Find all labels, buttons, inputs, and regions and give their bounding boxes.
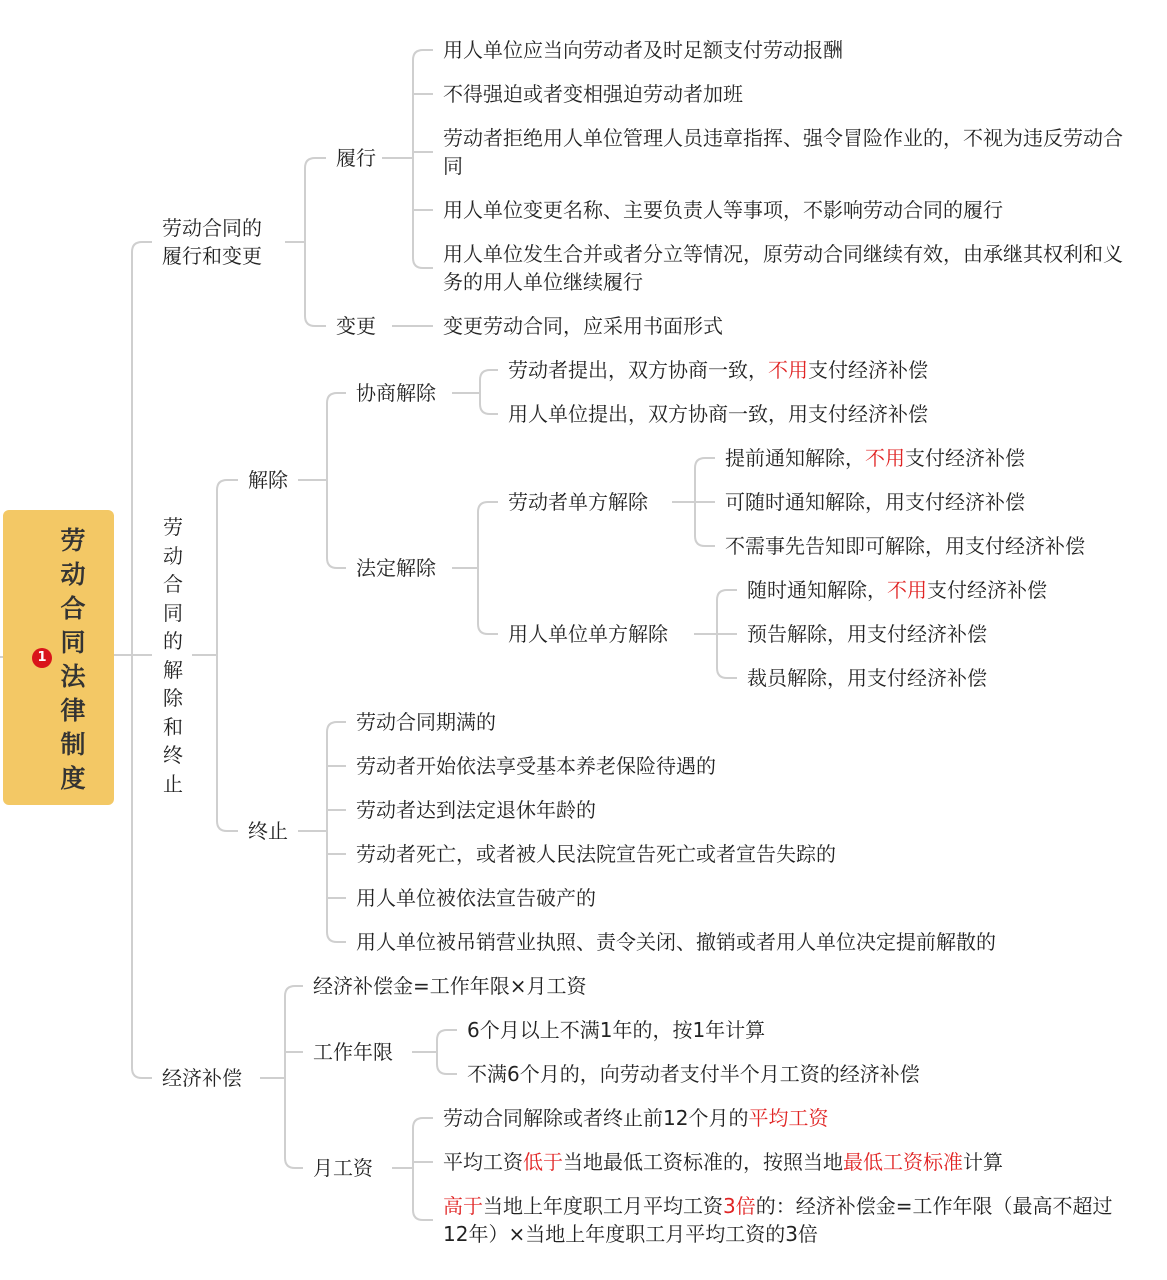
text: 支付经济补偿 bbox=[905, 446, 1025, 470]
branch-termination[interactable]: 劳动合同的解除和终止 bbox=[163, 515, 183, 796]
node-rescission[interactable]: 解除 bbox=[248, 468, 288, 492]
highlight-text: 不用 bbox=[865, 446, 905, 470]
connector-line bbox=[412, 1030, 457, 1074]
highlight-text: 高于 bbox=[443, 1194, 483, 1218]
leaf-item[interactable]: 不需事先告知即可解除，用支付经济补偿 bbox=[725, 534, 1085, 558]
highlight-text: 不用 bbox=[768, 358, 808, 382]
text: 计算 bbox=[963, 1150, 1003, 1174]
node-work-years[interactable]: 工作年限 bbox=[313, 1040, 393, 1064]
node-formula[interactable]: 经济补偿金=工作年限×月工资 bbox=[313, 974, 587, 998]
leaf-item[interactable]: 用人单位发生合并或者分立等情况，原劳动合同继续有效，由承继其权利和义务的用人单位继续履行 bbox=[443, 242, 1123, 294]
leaf-item[interactable]: 劳动者死亡，或者被人民法院宣告死亡或者宣告失踪的 bbox=[356, 842, 836, 866]
leaf-item[interactable]: 劳动者达到法定退休年龄的 bbox=[356, 798, 596, 822]
connector-line bbox=[392, 1118, 433, 1220]
leaf-item[interactable] bbox=[443, 1192, 1123, 1248]
branch-performance-change[interactable]: 劳动合同的履行和变更 bbox=[162, 216, 262, 268]
text: 的：经济补偿金=工作年限（最高不超过12年）×当地上年度职工月平均工资的3倍 bbox=[443, 1194, 1113, 1246]
marker-badge: 1 bbox=[32, 648, 52, 668]
connector-line bbox=[285, 158, 326, 326]
text: 劳动者提出，双方协商一致， bbox=[508, 358, 768, 382]
connector-line bbox=[382, 50, 433, 268]
node-change[interactable]: 变更 bbox=[336, 314, 376, 338]
connector-line bbox=[114, 242, 152, 1078]
node-employee-unilateral[interactable]: 劳动者单方解除 bbox=[508, 490, 648, 514]
root-node[interactable] bbox=[3, 510, 114, 805]
text: 当地上年度职工月平均工资 bbox=[483, 1194, 723, 1218]
leaf-item[interactable]: 不满6个月的，向劳动者支付半个月工资的经济补偿 bbox=[467, 1062, 920, 1086]
text: 提前通知解除， bbox=[725, 446, 865, 470]
leaf-item[interactable]: 不得强迫或者变相强迫劳动者加班 bbox=[443, 82, 743, 106]
connector-line bbox=[260, 986, 303, 1168]
leaf-item[interactable] bbox=[725, 444, 1025, 472]
highlight-text: 最低工资标准 bbox=[843, 1150, 963, 1174]
node-monthly-salary[interactable]: 月工资 bbox=[313, 1156, 373, 1180]
text: 平均工资 bbox=[443, 1150, 523, 1174]
connector-line bbox=[298, 722, 346, 942]
text: 支付经济补偿 bbox=[808, 358, 928, 382]
leaf-item[interactable]: 用人单位被吊销营业执照、责令关闭、撤销或者用人单位决定提前解散的 bbox=[356, 930, 996, 954]
leaf-item[interactable]: 6个月以上不满1年的，按1年计算 bbox=[467, 1018, 766, 1042]
node-statutory[interactable]: 法定解除 bbox=[356, 556, 436, 580]
leaf-item[interactable]: 用人单位应当向劳动者及时足额支付劳动报酬 bbox=[443, 38, 843, 62]
node-negotiated[interactable]: 协商解除 bbox=[356, 381, 436, 405]
leaf-item[interactable]: 用人单位变更名称、主要负责人等事项，不影响劳动合同的履行 bbox=[443, 198, 1003, 222]
branch-compensation[interactable]: 经济补偿 bbox=[162, 1066, 242, 1090]
node-ending[interactable]: 终止 bbox=[248, 819, 288, 843]
highlight-text: 平均工资 bbox=[748, 1106, 829, 1130]
node-performance[interactable]: 履行 bbox=[336, 146, 376, 170]
leaf-item[interactable]: 劳动者开始依法享受基本养老保险待遇的 bbox=[356, 754, 716, 778]
leaf-item[interactable]: 变更劳动合同，应采用书面形式 bbox=[443, 314, 723, 338]
leaf-item[interactable]: 用人单位被依法宣告破产的 bbox=[356, 886, 596, 910]
leaf-item[interactable]: 用人单位提出，双方协商一致，用支付经济补偿 bbox=[508, 402, 928, 426]
leaf-item[interactable]: 可随时通知解除，用支付经济补偿 bbox=[725, 490, 1025, 514]
leaf-item[interactable]: 预告解除，用支付经济补偿 bbox=[747, 622, 987, 646]
leaf-item[interactable] bbox=[443, 1148, 1003, 1176]
node-employer-unilateral[interactable]: 用人单位单方解除 bbox=[508, 622, 668, 646]
connector-line bbox=[192, 480, 238, 831]
connector-line bbox=[694, 590, 737, 678]
highlight-text: 3倍 bbox=[723, 1194, 756, 1218]
connector-line bbox=[298, 393, 346, 568]
highlight-text: 不用 bbox=[887, 578, 927, 602]
root-title: 劳动合同法律制度 bbox=[60, 526, 86, 793]
leaf-item[interactable] bbox=[508, 356, 928, 384]
leaf-item[interactable]: 裁员解除，用支付经济补偿 bbox=[747, 666, 987, 690]
leaf-item[interactable]: 劳动者拒绝用人单位管理人员违章指挥、强令冒险作业的，不视为违反劳动合同 bbox=[443, 126, 1123, 178]
connector-line bbox=[672, 458, 715, 546]
text: 随时通知解除， bbox=[747, 578, 887, 602]
text: 支付经济补偿 bbox=[927, 578, 1047, 602]
highlight-text: 低于 bbox=[523, 1150, 563, 1174]
text: 当地最低工资标准的，按照当地 bbox=[563, 1150, 843, 1174]
leaf-item[interactable] bbox=[443, 1104, 828, 1132]
text: 劳动合同解除或者终止前12个月的 bbox=[443, 1106, 749, 1130]
connector-line bbox=[452, 370, 498, 414]
connector-line bbox=[452, 502, 498, 634]
leaf-item[interactable]: 劳动合同期满的 bbox=[356, 710, 496, 734]
leaf-item[interactable] bbox=[747, 576, 1047, 604]
